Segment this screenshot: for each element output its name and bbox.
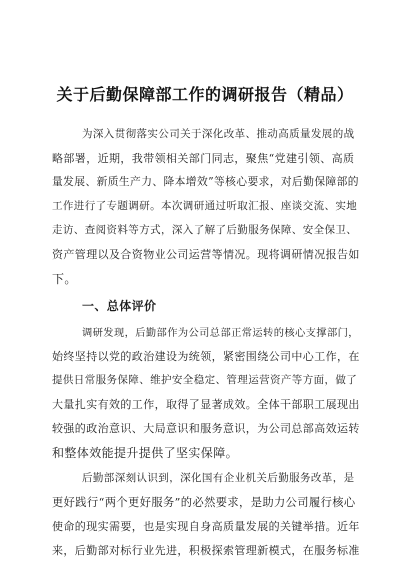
body-line: 和整体效能提升提供了坚实保障。 [52, 446, 239, 460]
body-line: 资产管理以及合资物业公司运营等情况。现将调研情况报告如 [52, 248, 360, 261]
body-line: 为深入贯彻落实公司关于深化改革、推动高质量发展的战 [82, 128, 355, 140]
body-line: 调研发现，后勤部作为公司总部正常运转的核心支撑部门， [82, 327, 359, 339]
body-line: 较强的政治意识、大局意识和服务意识，为公司总部高效运转 [52, 422, 360, 435]
section-heading: 一、总体评价 [82, 299, 157, 313]
body-line: 更好践行“两个更好服务”的必然要求，是助力公司履行核心 [52, 496, 356, 509]
document-title: 关于后勤保障部工作的调研报告（精品） [56, 85, 354, 104]
body-line: 量发展、新质生产力、降本增效”等核心要求，对后勤保障部的 [52, 175, 359, 188]
body-line: 提供日常服务保障、维护安全稳定、管理运营资产等方面，做了 [52, 374, 358, 386]
body-line: 走访、查阅资料等方式，深入了解了后勤服务保障、安全保卫、 [52, 224, 358, 236]
body-line: 来，后勤部对标行业先进，积极探索管理新模式，在服务标准 [52, 544, 360, 557]
body-line: 大量扎实有效的工作，取得了显著成效。全体干部职工展现出 [52, 398, 360, 411]
body-line: 下。 [52, 272, 77, 286]
body-line: 使命的现实需要，也是实现自身高质量发展的关键举措。近年 [52, 520, 360, 533]
body-line: 后勤部深刻认识到，深化国有企业机关后勤服务改革，是 [82, 472, 355, 484]
body-line: 工作进行了专题调研。本次调研通过听取汇报、座谈交流、实地 [52, 200, 358, 212]
body-line: 始终坚持以党的政治建设为统领，紧密围绕公司中心工作，在 [52, 350, 360, 363]
body-line: 略部署，近期，我带领相关部门同志，聚焦“党建引领、高质 [52, 152, 355, 165]
